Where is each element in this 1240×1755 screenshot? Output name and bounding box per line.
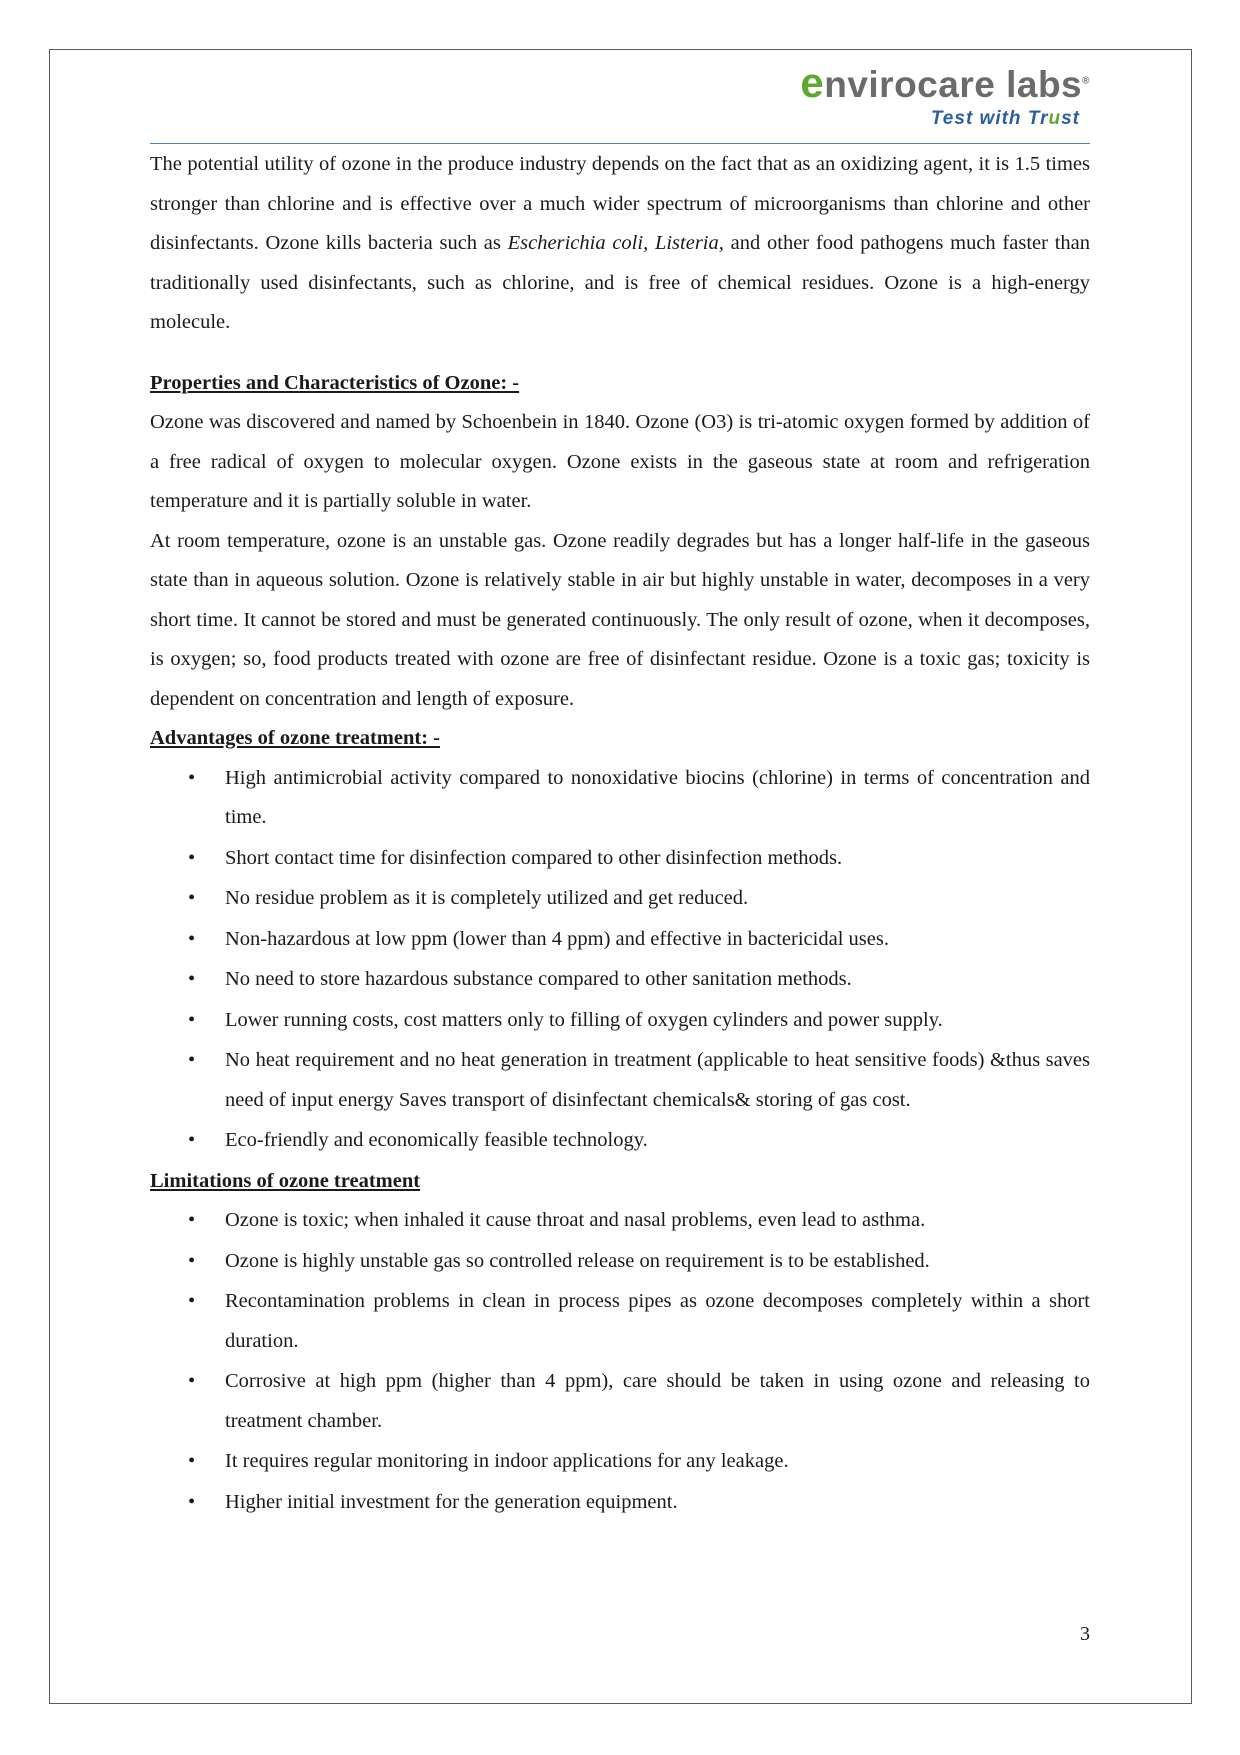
document-body <box>150 145 1090 1523</box>
header-divider <box>150 143 1090 144</box>
list-item <box>150 759 1090 838</box>
list-item <box>150 1041 1090 1120</box>
bullet-icon: • <box>188 1129 196 1151</box>
bullet-icon: • <box>188 1370 196 1392</box>
list-item <box>150 1282 1090 1361</box>
list-item-text: Non-hazardous at low ppm (lower than 4 ppm) and effective in bactericidal uses. <box>225 927 889 950</box>
list-item-text: Short contact time for disinfection compared to other disinfection methods. <box>225 846 843 869</box>
limitations-heading: Limitations of ozone treatment <box>150 1169 421 1192</box>
list-item-text: Higher initial investment for the generation equipment. <box>225 1490 678 1513</box>
list-item-text: Eco-friendly and economically feasible technology. <box>225 1129 648 1151</box>
list-item-text: No residue problem as it is completely utilized and get reduced. <box>225 887 749 909</box>
bullet-icon: • <box>188 1049 196 1071</box>
list-item <box>150 879 1090 919</box>
list-item-text: High antimicrobial activity compared to nonoxidative biocins (chlorine) in terms of concentration and time. <box>225 766 1090 828</box>
bullet-icon: • <box>188 887 196 909</box>
list-item <box>150 1483 1090 1523</box>
list-item-text: No need to store hazardous substance compared to other sanitation methods. <box>225 968 852 990</box>
bullet-icon: • <box>188 1209 196 1231</box>
list-item-text: It requires regular monitoring in indoor applications for any leakage. <box>225 1450 789 1472</box>
properties-paragraph-2: At room temperature, ozone is an unstable gas. Ozone readily degrades but has a longer half-life in the gaseous state than in aqueous solution. Ozone is relatively stable in air but highly unstable in water, decomposes in a very short time. It cannot be stored and must be generated continuously. The only result of ozone, when it decomposes, is oxygen; so, food products treated with ozone are free of disinfectant residue. Ozone is a toxic gas; toxicity is dependent on concentration and length of exposure. <box>150 529 1090 710</box>
bullet-icon: • <box>188 1450 196 1472</box>
page-number: 3 <box>1080 1623 1090 1645</box>
list-item <box>150 1442 1090 1482</box>
bullet-icon: • <box>188 846 196 869</box>
logo-wordmark <box>800 59 1090 106</box>
logo-registered-mark: ® <box>1082 75 1090 87</box>
list-item <box>150 1121 1090 1161</box>
properties-paragraph-1: Ozone was discovered and named by Schoenbein in 1840. Ozone (O3) is tri-atomic oxygen formed by addition of a free radical of oxygen to molecular oxygen. Ozone exists in the gaseous state at room and refrigeration temperature and it is partially soluble in water. <box>150 411 1090 512</box>
tagline-part-1: Test with Tr <box>930 108 1049 129</box>
bullet-icon: • <box>188 1008 196 1031</box>
intro-text-b: and other food pathogens much faster than traditionally used disinfectants, such as chlorine, and is free of chemical residues. Ozone is a high-energy molecule. <box>150 232 1091 333</box>
advantages-list <box>150 759 1090 1161</box>
envirocare-logo <box>800 59 1090 130</box>
bullet-icon: • <box>188 1490 196 1513</box>
list-item <box>150 839 1090 879</box>
list-item <box>150 960 1090 1000</box>
list-item-text: Ozone is toxic; when inhaled it cause throat and nasal problems, even lead to asthma. <box>225 1209 926 1231</box>
list-item <box>150 1001 1090 1041</box>
tagline-part-3: st <box>1061 108 1080 129</box>
list-item-text: Ozone is highly unstable gas so controlled release on requirement is to be established. <box>225 1249 930 1272</box>
logo-tagline <box>800 108 1080 130</box>
intro-text-a: The potential utility of ozone in the produce industry depends on the fact that as an oxidizing agent, it is 1.5 times stronger than chlorine and is effective over a much wider spectrum of microorganisms than chlorine and other disinfectants. Ozone kills bacteria such as <box>150 153 1090 254</box>
list-item <box>150 1362 1090 1441</box>
bullet-icon: • <box>188 1290 196 1312</box>
tagline-part-2: u <box>1048 108 1062 129</box>
list-item <box>150 920 1090 960</box>
bullet-icon: • <box>188 968 196 990</box>
logo-name: nvirocare labs <box>824 64 1083 105</box>
properties-heading: Properties and Characteristics of Ozone: - <box>150 371 520 394</box>
bullet-icon: • <box>188 927 196 950</box>
list-item-text: No heat requirement and no heat generation in treatment (applicable to heat sensitive foods) &thus saves need of input energy Saves transport of disinfectant chemicals& storing of gas cost. <box>225 1049 1090 1111</box>
advantages-heading: Advantages of ozone treatment: - <box>150 727 440 749</box>
bullet-icon: • <box>188 766 196 789</box>
list-item <box>150 1242 1090 1282</box>
intro-paragraph <box>150 145 1090 343</box>
list-item <box>150 1201 1090 1241</box>
limitations-list <box>150 1201 1090 1522</box>
list-item-text: Lower running costs, cost matters only to filling of oxygen cylinders and power supply. <box>225 1008 943 1031</box>
list-item-text: Recontamination problems in clean in process pipes as ozone decomposes completely within a short duration. <box>225 1290 1090 1352</box>
logo-e-letter: e <box>800 59 825 106</box>
bullet-icon: • <box>188 1249 196 1272</box>
list-item-text: Corrosive at high ppm (higher than 4 ppm), care should be taken in using ozone and releasing to treatment chamber. <box>225 1370 1090 1432</box>
intro-italic-species: Escherichia coli, Listeria, <box>507 232 724 254</box>
